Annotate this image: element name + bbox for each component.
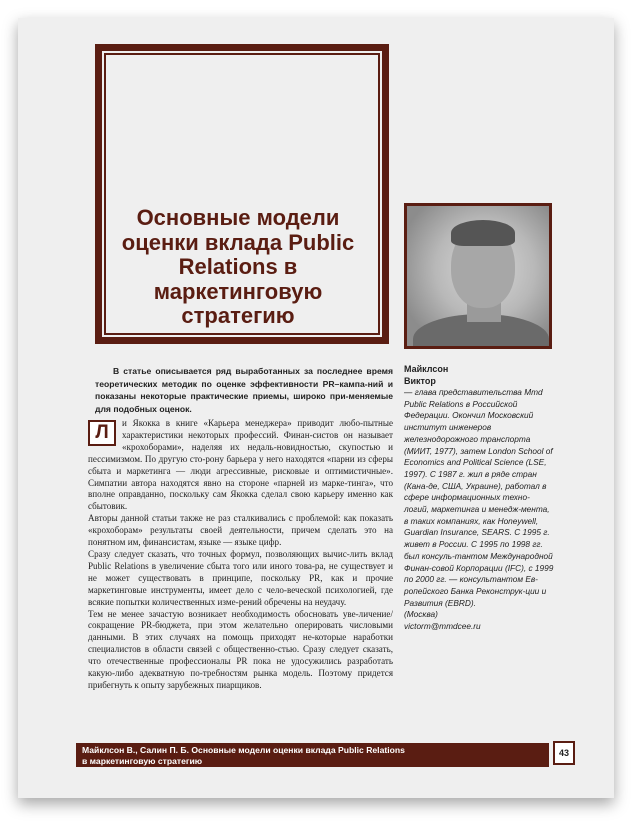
page-number: 43 — [553, 741, 575, 765]
body-paragraph: Авторы данной статьи также не раз сталкивались с проблемой: как показать «крохоборам» результаты своей деятельности, причем сделать это на понятном им, финансистам, языке — языке цифр. — [88, 513, 393, 548]
body-paragraph: Сразу следует сказать, что точных формул, позволяющих вычис-лить вклад Public Relations в увеличение сбыта того или иного това-ра, не существует и не может существовать в принципе, поскольку PR, как и прочие маркетинговые инструменты, имеет дело с чело-веческой психологией, где всякие попытки количественных изме-рений обречены на неудачу. — [88, 548, 393, 607]
article-title: Основные модели оценки вклада Public Relations в маркетинговую стратегию — [121, 205, 355, 328]
author-photo — [404, 203, 552, 349]
body-paragraph: Тем не менее зачастую возникает необходимость обосновать уве-личение/сокращение PR-бюджета, при этом желательно оперировать числовыми данными. В этих случаях на помощь приходят не-которые наработки специалистов в области связей с общественно-стью. Сразу следует сказать, что отечественные профессионалы PR пока не удосужились разработать какую-либо адекватную по-требностям рынка модель. Поэтому придется прибегнуть к опыту зарубежных пиарщиков. — [88, 608, 393, 690]
drop-cap: Л — [88, 420, 116, 446]
author-bio-text: — глава представительства Mmd Public Relations в Российской Федерации. Окончил Московский институт инженеров железнодорожного транспорта (МИИТ, 1977), затем London School of Economics and Political Science (LSE, 1997). С 1987 г. жил в ряде стран (Кана-де, США, Украине), работал в сфере информационных техно-логий, маркетинга и менедж-мента, в таких компаниях, как Honeywell, Guardian Insurance, SEARS. С 1995 г. живет в России. С 1995 по 1998 гг. был консуль-тантом Международной Финан-совой Корпорации (IFC), с 1999 по 2000 гг. — консультантом Ев-ропейского Банка Реконструк-ции и Развития (EBRD). — [404, 387, 554, 608]
footer-citation-line2: в маркетинговую стратегию — [82, 755, 203, 766]
footer-citation — [82, 745, 542, 766]
author-email[interactable]: victorm@mmdcee.ru — [404, 621, 481, 632]
author-bio — [404, 387, 554, 633]
author-firstname: Виктор — [404, 375, 436, 386]
article-body — [88, 418, 393, 692]
photo-hair — [451, 220, 515, 246]
footer-citation-line1: Майклсон В., Салин П. Б. Основные модели оценки вклада Public Relations — [82, 745, 405, 755]
article-lead: В статье описывается ряд выработанных за последнее время теоретических методик по оценке эффективности PR–кампа-ний и показаны некоторые практические приемы, широко при-меняемые для подобных оценок. — [95, 366, 393, 414]
author-name — [404, 364, 554, 387]
author-surname: Майклсон — [404, 364, 449, 374]
author-city: (Москва) — [404, 609, 438, 620]
body-paragraph: и Якокка в книге «Карьера менеджера» приводит любо-пытные характеристики некоторых профессий. Финан-систов он называет «крохоборами», наделяя их недаль-новидностью, скупостью и пессимизмом. По другую сто-рону барьера у него находятся «парни из сферы сбыта и маркетинга — люди агрессивные, рисковые и оптимистичные». Симпатии автора находятся явно на стороне «парней из марке-тинга», что вполне оправданно, поскольку сам Якокка сделал свою карьеру именно как сбытовик. — [88, 418, 393, 512]
